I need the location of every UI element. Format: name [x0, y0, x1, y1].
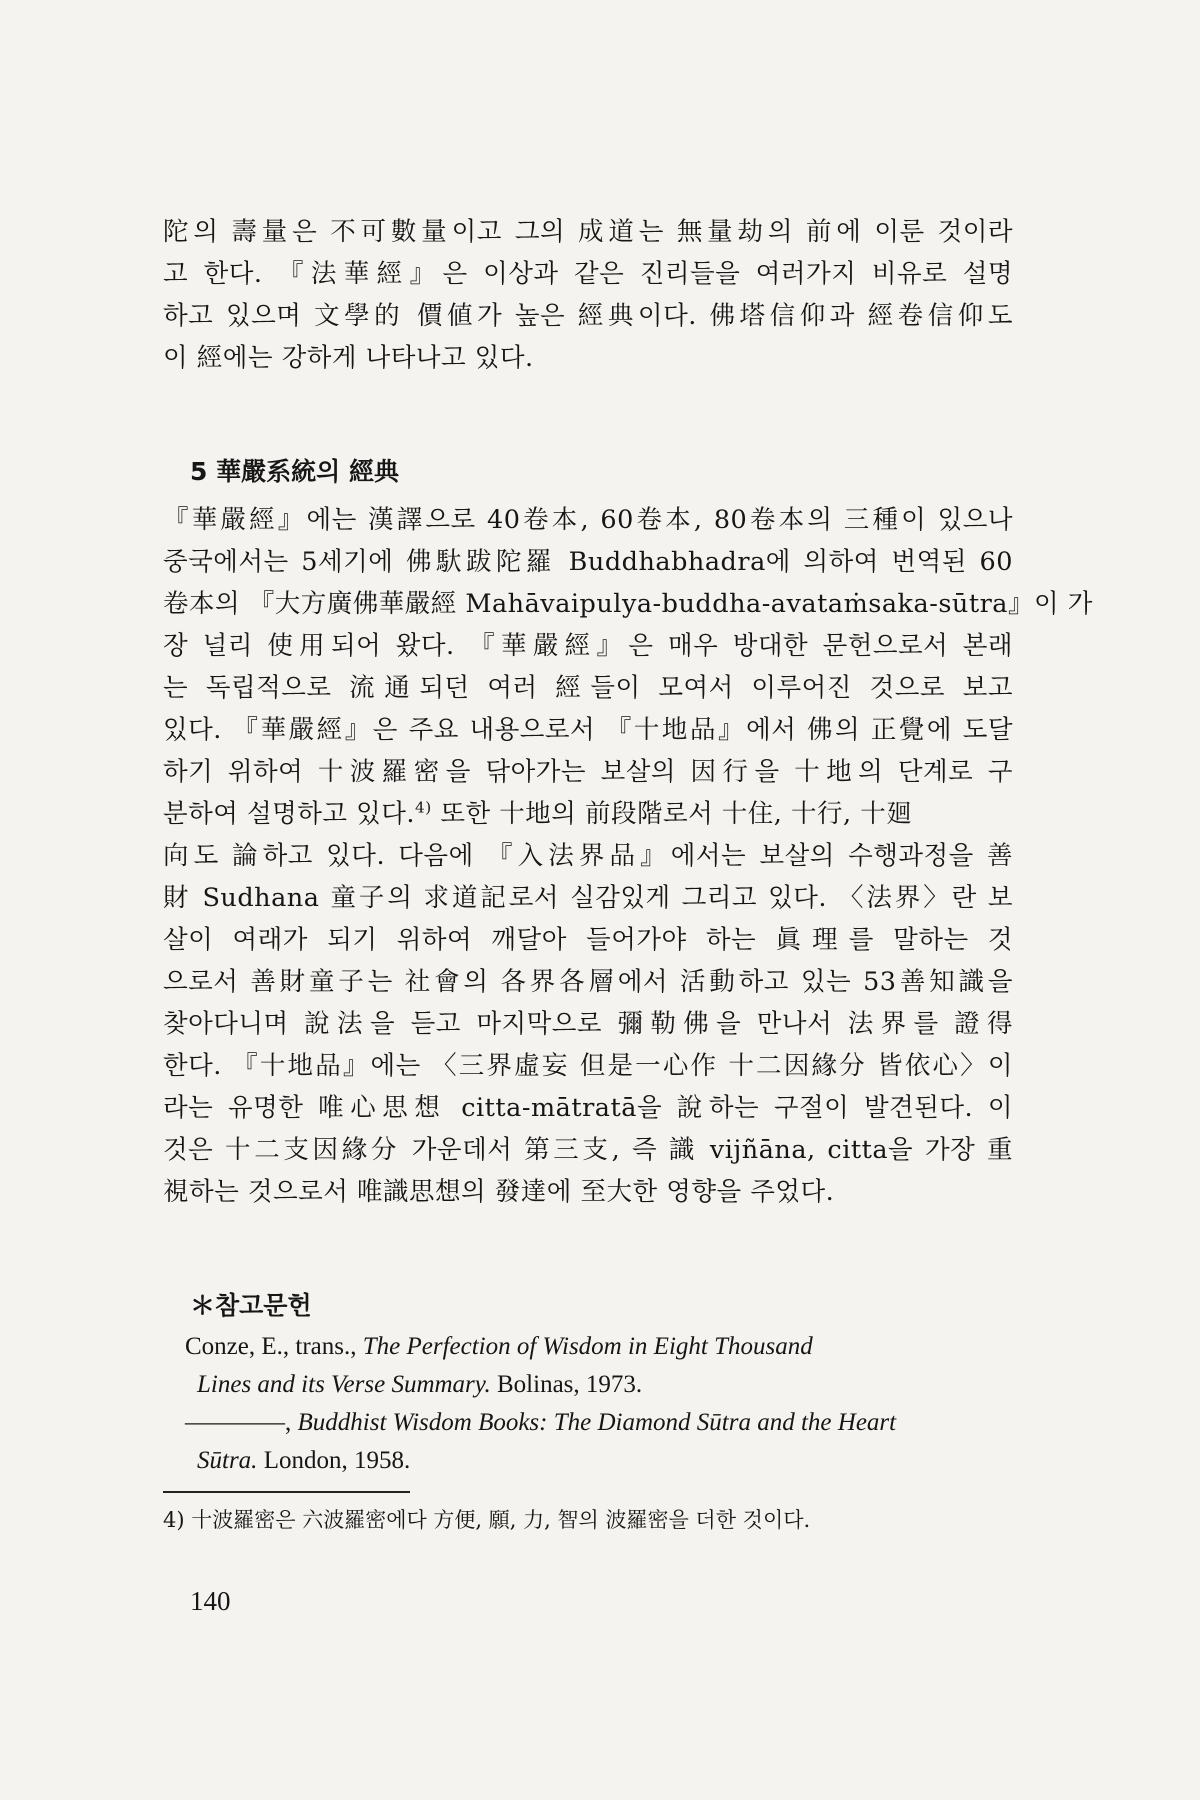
text-line: 財 Sudhana 童子의 求道記로서 실감있게 그리고 있다. 〈法界〉란 보 [163, 883, 1013, 913]
references-title: ＊참고문헌 [190, 1291, 312, 1320]
text-line: 陀의 壽量은 不可數量이고 그의 成道는 無量劫의 前에 이룬 것이라 [163, 217, 1013, 247]
reference-entry [185, 1328, 1025, 1366]
text-line: 하고 있으며 文學的 價値가 높은 經典이다. 佛塔信仰과 經卷信仰도 [163, 301, 1013, 331]
text-line: 卷本의 『大方廣佛華嚴經 Mahāvaipulya-buddha-avataṁsaka-sūtra』이 가 [163, 589, 1093, 619]
text-fragment: 또한 十地의 前段階로서 十住, 十行, 十廻 [440, 799, 913, 829]
reference-title: Lines and its Verse Summary. [197, 1371, 491, 1398]
text-line: 살이 여래가 되기 위하여 깨달아 들어가야 하는 眞理를 말하는 것 [163, 925, 1013, 955]
text-line: 한다. 『十地品』에는 〈三界虛妄 但是一心作 十二因緣分 皆依心〉이 [163, 1051, 1013, 1081]
reference-title: Buddhist Wisdom Books: The Diamond Sūtra and the Heart [297, 1409, 897, 1436]
reference-title: The Perfection of Wisdom in Eight Thousand [362, 1333, 813, 1360]
text-line: 하기 위하여 十波羅密을 닦아가는 보살의 因行을 十地의 단계로 구 [163, 757, 1013, 787]
text-line: 視하는 것으로서 唯識思想의 發達에 至大한 영향을 주었다. [163, 1177, 835, 1207]
text-line: 찾아다니며 說法을 듣고 마지막으로 彌勒佛을 만나서 法界를 證得 [163, 1009, 1013, 1039]
text-line: 장 널리 使用되어 왔다. 『華嚴經』은 매우 방대한 문헌으로서 본래 [163, 631, 1013, 661]
reference-entry [185, 1404, 1025, 1442]
text-line: 는 독립적으로 流通되던 여러 經들이 모여서 이루어진 것으로 보고 [163, 673, 1013, 703]
reference-entry-continued [197, 1366, 1037, 1404]
reference-author: Conze, E., trans., [185, 1333, 363, 1360]
text-line: 으로서 善財童子는 社會의 各界各層에서 活動하고 있는 53善知識을 [163, 967, 1013, 997]
footnote: 4) 十波羅密은 六波羅密에다 方便, 願, 力, 智의 波羅密을 더한 것이다. [163, 1508, 811, 1532]
text-line: 『華嚴經』에는 漢譯으로 40卷本, 60卷本, 80卷本의 三種이 있으나 [163, 505, 1013, 535]
section-heading: 5 華嚴系統의 經典 [190, 457, 399, 486]
text-line [163, 794, 912, 834]
text-line: 중국에서는 5세기에 佛馱跋陀羅 Buddhabhadra에 의하여 번역된 60 [163, 547, 1013, 577]
text-line: 것은 十二支因緣分 가운데서 第三支, 즉 識 vijñāna, citta을 가장 重 [163, 1135, 1013, 1165]
reference-publisher: London, 1958. [257, 1447, 411, 1474]
text-fragment: 분하여 설명하고 있다. [163, 799, 416, 829]
text-line: 向도 論하고 있다. 다음에 『入法界品』에서는 보살의 수행과정을 善 [163, 841, 1013, 871]
text-line: 고 한다. 『法華經』은 이상과 같은 진리들을 여러가지 비유로 설명 [163, 259, 1013, 289]
reference-dash: ————, [185, 1409, 298, 1436]
footnote-marker: 4) [415, 798, 432, 817]
text-line: 라는 유명한 唯心思想 citta-mātratā을 說하는 구절이 발견된다. 이 [163, 1093, 1013, 1123]
footnote-divider [163, 1491, 410, 1493]
text-line: 이 經에는 강하게 나타나고 있다. [163, 343, 534, 373]
text-line: 있다. 『華嚴經』은 주요 내용으로서 『十地品』에서 佛의 正覺에 도달 [163, 715, 1013, 745]
reference-entry-continued [197, 1442, 1037, 1480]
reference-publisher: Bolinas, 1973. [490, 1371, 643, 1398]
page-number: 140 [190, 1586, 231, 1616]
reference-title: Sūtra. [197, 1447, 258, 1474]
